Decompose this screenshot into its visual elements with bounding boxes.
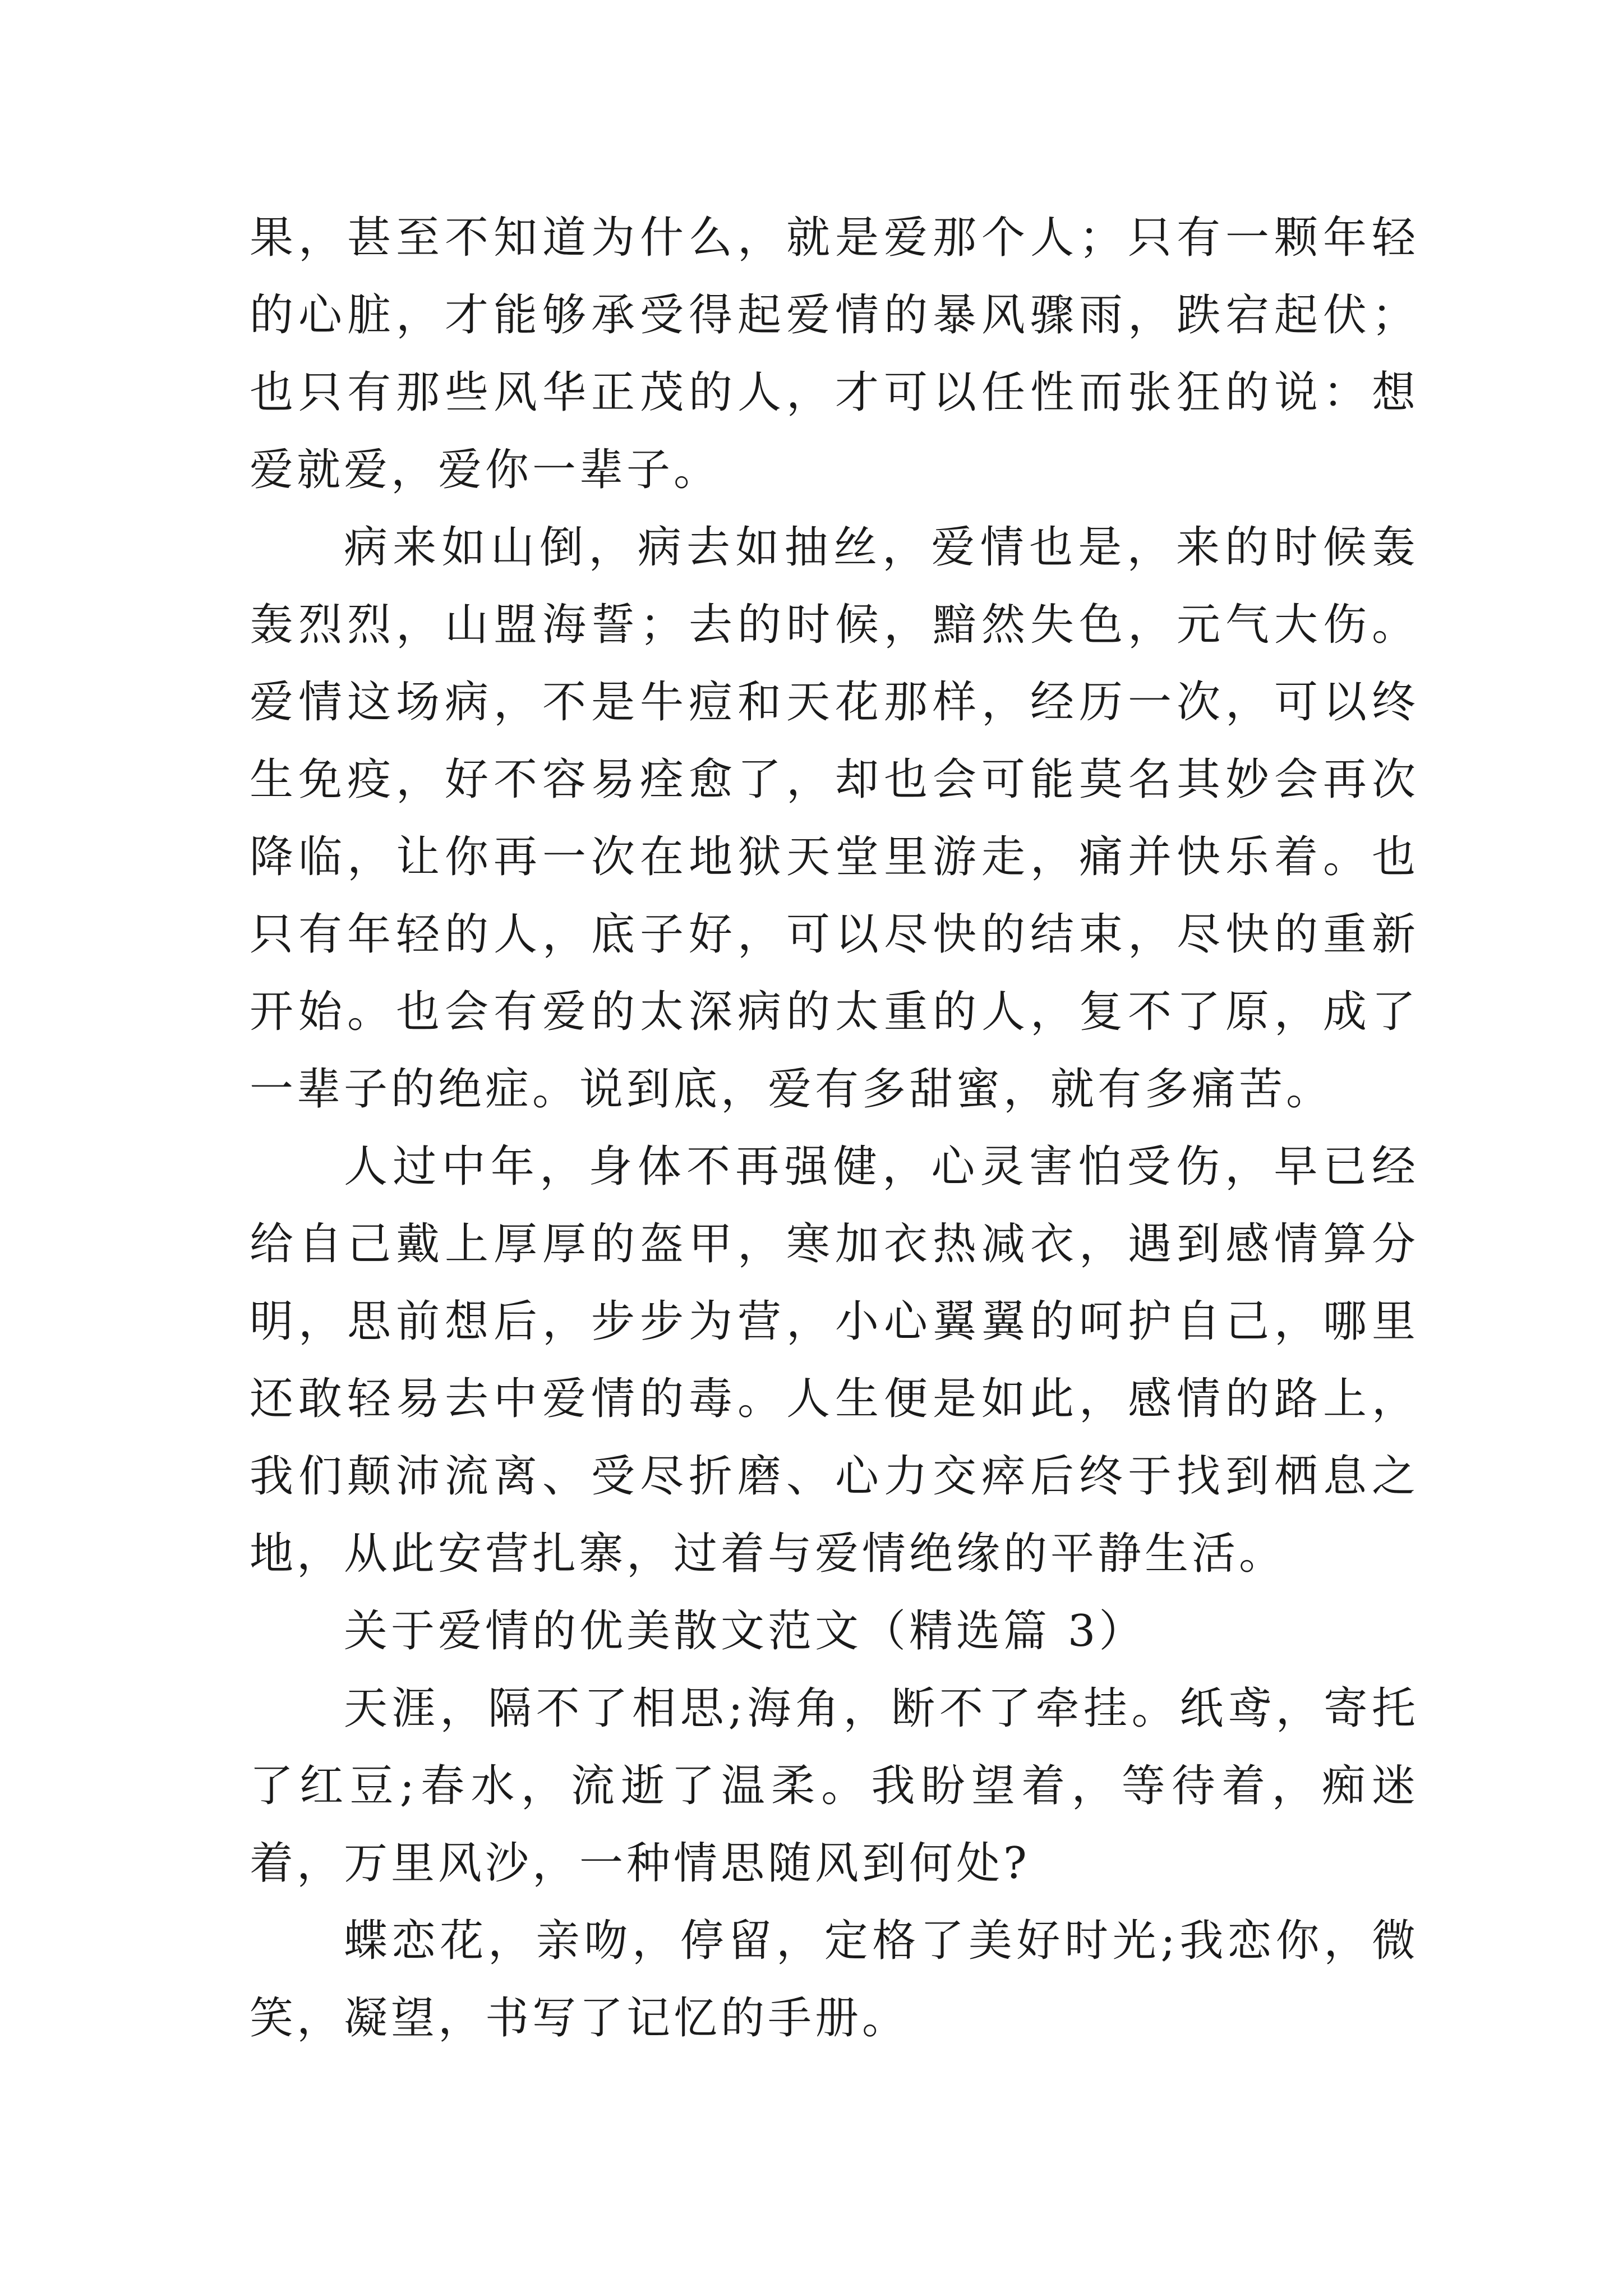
document-body — [250, 199, 1419, 2057]
paragraph-2: 病来如山倒，病去如抽丝，爱情也是，来的时候轰轰烈烈，山盟海誓；去的时候，黯然失色，元气大伤。爱情这场病，不是牛痘和天花那样，经历一次，可以终生免疫，好不容易痊愈了，却也会可能莫名其妙会再次降临，让你再一次在地狱天堂里游走，痛并快乐着。也只有年轻的人，底子好，可以尽快的结束，尽快的重新开始。也会有爱的太深病的太重的人，复不了原，成了一辈子的绝症。说到底，爱有多甜蜜，就有多痛苦。 — [250, 522, 1419, 1115]
paragraph-3: 人过中年，身体不再强健，心灵害怕受伤，早已经给自己戴上厚厚的盔甲，寒加衣热减衣，遇到感情算分明，思前想后，步步为营，小心翼翼的呵护自己，哪里还敢轻易去中爱情的毒。人生便是如此，感情的路上，我们颠沛流离、受尽折磨、心力交瘁后终于找到栖息之地，从此安营扎寨，过着与爱情绝缘的平静生活。 — [250, 1142, 1419, 1579]
paragraph-5: 天涯，隔不了相思;海角，断不了牵挂。纸鸢，寄托了红豆;春水，流逝了温柔。我盼望着，等待着，痴迷着，万里风沙，一种情思随风到何处? — [250, 1683, 1419, 1889]
paragraph-1: 果，甚至不知道为什么，就是爱那个人；只有一颗年轻的心脏，才能够承受得起爱情的暴风骤雨，跌宕起伏；也只有那些风华正茂的人，才可以任性而张狂的说：想爱就爱，爱你一辈子。 — [250, 213, 1419, 495]
paragraph-6: 蝶恋花，亲吻，停留，定格了美好时光;我恋你，微笑，凝望，书写了记忆的手册。 — [250, 1916, 1419, 2044]
section-heading: 关于爱情的优美散文范文（精选篇 3） — [344, 1606, 1146, 1657]
